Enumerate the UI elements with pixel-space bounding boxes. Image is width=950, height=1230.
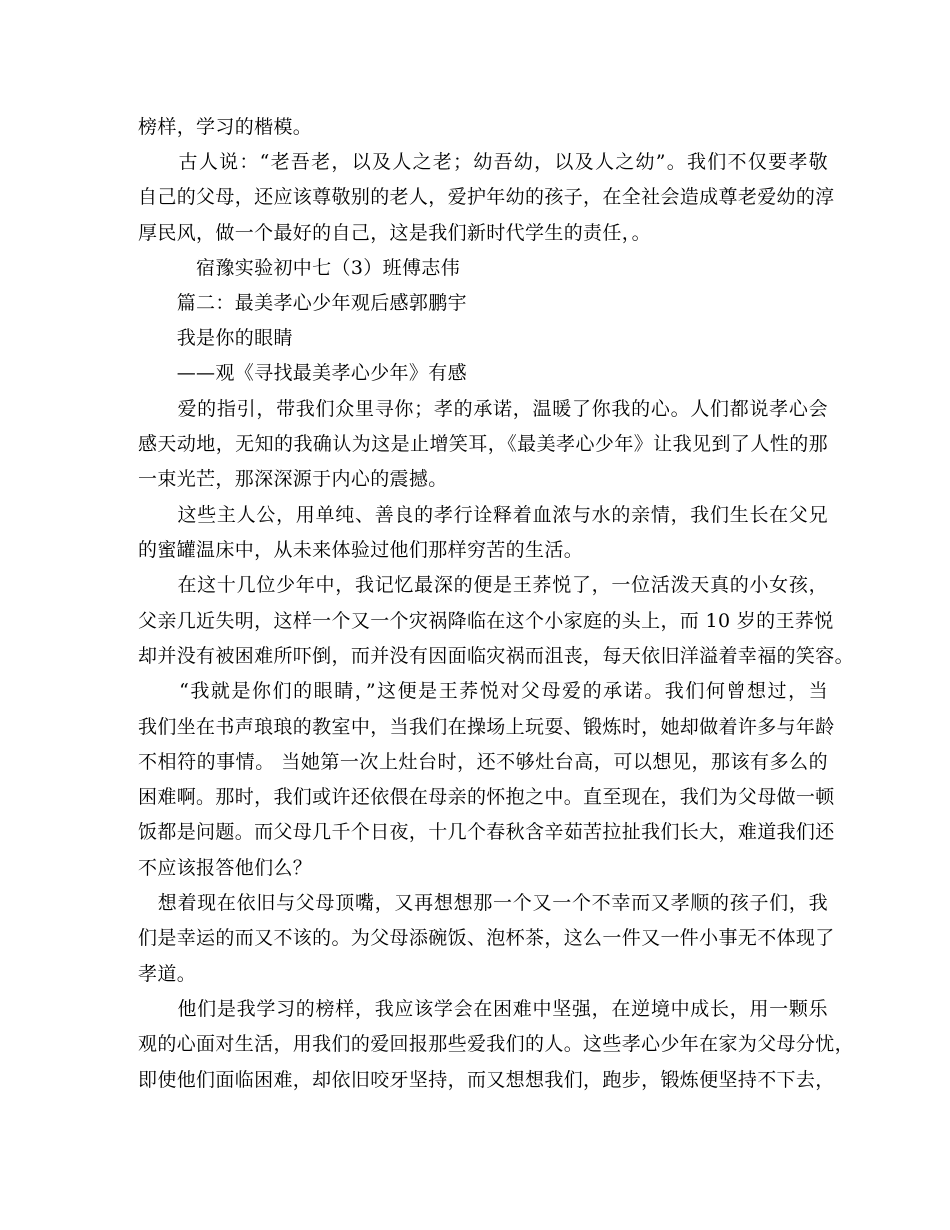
text-line: 的蜜罐温床中，从未来体验过他们那样穷苦的生活。 bbox=[138, 539, 584, 561]
text-line: 在这十几位少年中，我记忆最深的便是王荞悦了，一位活泼天真的小女孩， bbox=[138, 574, 828, 596]
text-line: 不相符的事情。 当她第一次上灶台时，还不够灶台高，可以想见，那该有多么的 bbox=[138, 751, 828, 773]
text-line: 却并没有被困难所吓倒，而并没有因面临灾祸而沮丧，每天依旧洋溢着幸福的笑容。 bbox=[138, 645, 854, 667]
text-line: 厚民风，做一个最好的自己，这是我们新时代学生的责任，。 bbox=[138, 222, 651, 244]
text-line: 饭都是问题。而父母几千个日夜，十几个春秋含辛茹苦拉扯我们长大，难道我们还 bbox=[138, 821, 835, 843]
essay-title: 我是你的眼睛 bbox=[138, 327, 293, 349]
section-heading: 篇二：最美孝心少年观后感郭鹏宇 bbox=[138, 292, 467, 314]
text-line: 古人说：“老吾老，以及人之老；幼吾幼，以及人之幼”。我们不仅要孝敬 bbox=[138, 151, 828, 173]
text-line: 感天动地，无知的我确认为这是止增笑耳，《最美孝心少年》让我见到了人性的那 bbox=[138, 433, 828, 455]
text-line: 这些主人公，用单纯、善良的孝行诠释着血浓与水的亲情，我们生长在父兄 bbox=[138, 504, 828, 526]
text-line: 想着现在依旧与父母顶嘴，又再想想那一个又一个不幸而又孝顺的孩子们，我 bbox=[138, 892, 828, 914]
text-line: “我就是你们的眼睛，”这便是王荞悦对父母爱的承诺。我们何曾想过，当 bbox=[138, 680, 828, 702]
text-line: 我们坐在书声琅琅的教室中，当我们在操场上玩耍、锻炼时，她却做着许多与年龄 bbox=[138, 716, 835, 738]
text-line: 他们是我学习的榜样，我应该学会在困难中坚强，在逆境中成长，用一颗乐 bbox=[138, 998, 828, 1020]
text-line: 孝道。 bbox=[138, 963, 197, 985]
text-line: 自己的父母，还应该尊敬别的老人，爱护年幼的孩子，在全社会造成尊老爱幼的淳 bbox=[138, 186, 835, 208]
text-line: 爱的指引，带我们众里寻你；孝的承诺，温暖了你我的心。人们都说孝心会 bbox=[138, 398, 828, 420]
text-line: 不应该报答他们么？ bbox=[138, 857, 313, 879]
text-line: 榜样，学习的楷模。 bbox=[138, 116, 313, 138]
text-line: 观的心面对生活，用我们的爱回报那些爱我们的人。这些孝心少年在家为父母分忧， bbox=[138, 1033, 854, 1055]
essay-subtitle: ——观《寻找最美孝心少年》有感 bbox=[138, 362, 467, 384]
text-line: 父亲几近失明，这样一个又一个灾祸降临在这个小家庭的头上，而 10 岁的王荞悦 bbox=[138, 610, 834, 632]
text-line: 即使他们面临困难，却依旧咬牙坚持，而又想想我们，跑步，锻炼便坚持不下去， bbox=[138, 1069, 835, 1091]
text-line: 们是幸运的而又不该的。为父母添碗饭、泡杯茶，这么一件又一件小事无不体现了 bbox=[138, 927, 835, 949]
text-line: 一束光芒，那深深源于内心的震撼。 bbox=[138, 468, 448, 490]
signature-line: 宿豫实验初中七（3）班傅志伟 bbox=[138, 257, 461, 279]
text-line: 困难啊。那时，我们或许还依偎在母亲的怀抱之中。直至现在，我们为父母做一顿 bbox=[138, 786, 835, 808]
